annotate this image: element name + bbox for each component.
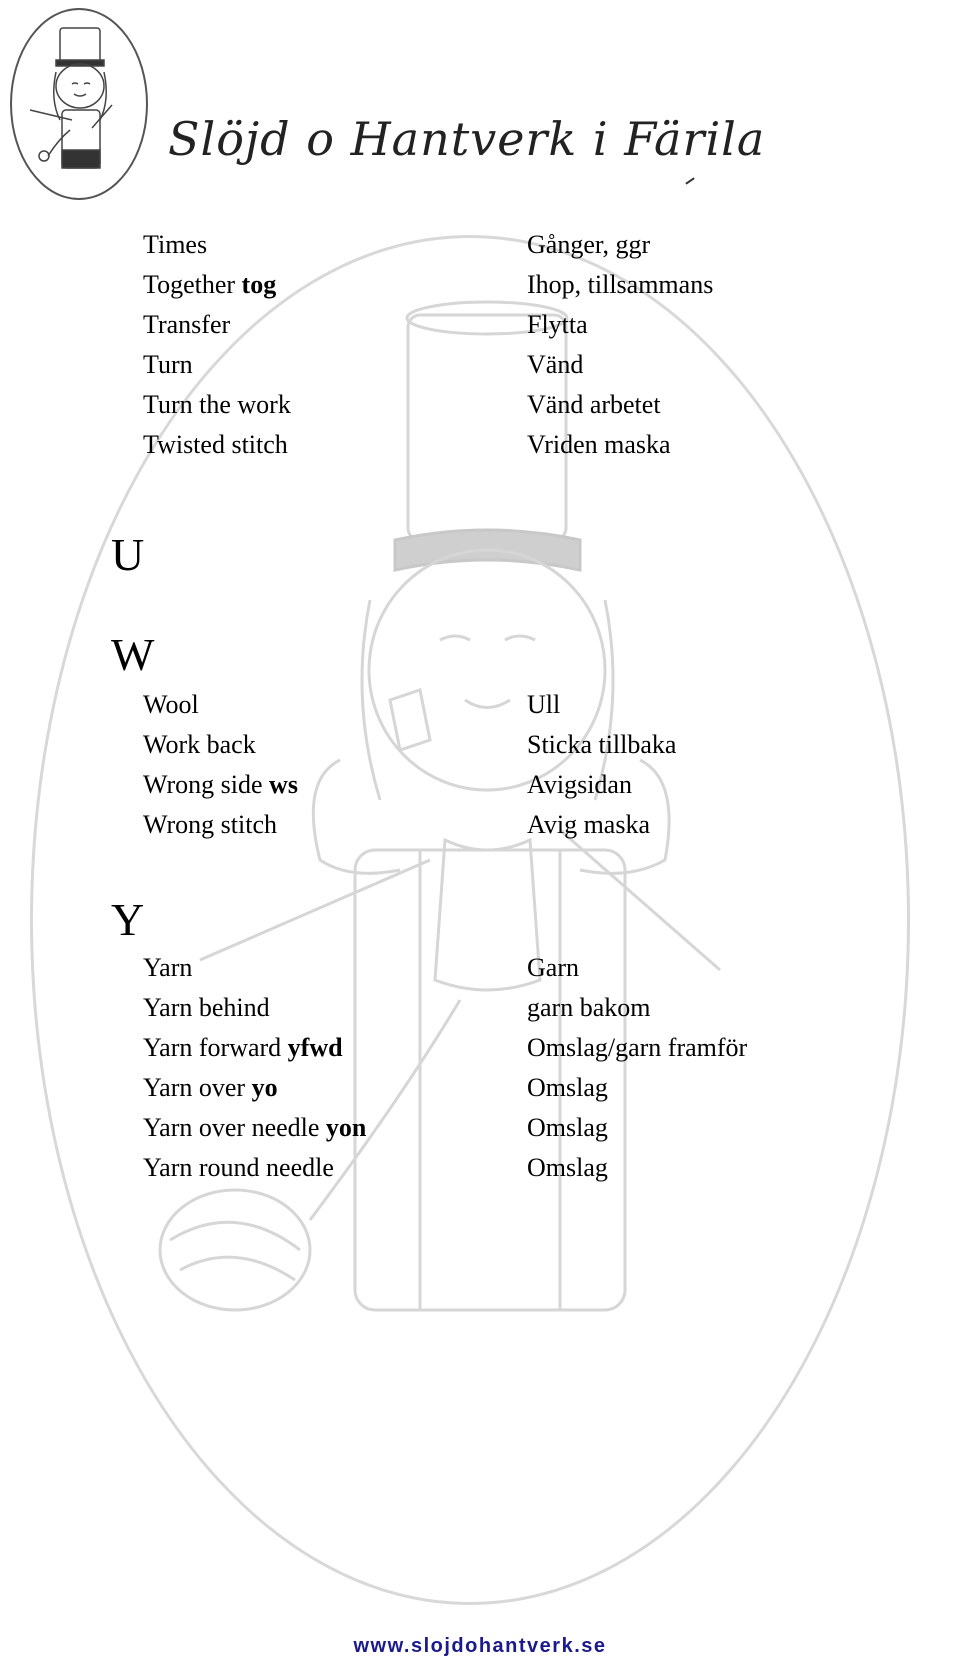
swedish-term: Ull	[527, 690, 561, 719]
abbreviation: ws	[269, 770, 298, 799]
glossary-row	[0, 305, 960, 345]
swedish-term: Sticka tillbaka	[527, 730, 677, 759]
english-term: Yarn over needle yon	[143, 1113, 367, 1142]
glossary-row	[0, 1068, 960, 1108]
abbreviation: yfwd	[287, 1033, 343, 1062]
swedish-term: Avigsidan	[527, 770, 632, 799]
swedish-term: Avig maska	[527, 810, 650, 839]
section-letter: U	[111, 529, 145, 580]
english-term: Yarn	[143, 953, 193, 982]
english-term: Yarn forward yfwd	[143, 1033, 343, 1062]
glossary-row	[0, 265, 960, 305]
english-term: Wrong side ws	[143, 770, 298, 799]
swedish-term: Vänd arbetet	[527, 390, 661, 419]
glossary-row	[0, 685, 960, 725]
abbreviation: yo	[251, 1073, 278, 1102]
abbreviation: yon	[325, 1113, 367, 1142]
glossary-row	[0, 385, 960, 425]
english-term: Yarn round needle	[143, 1153, 334, 1182]
glossary-row	[0, 345, 960, 385]
section-letter: Y	[111, 894, 145, 945]
swedish-term: Omslag	[527, 1073, 608, 1102]
english-term: Work back	[143, 730, 256, 759]
glossary-row	[0, 425, 960, 465]
english-term: Yarn behind	[143, 993, 270, 1022]
section-letter: W	[111, 629, 155, 680]
english-term: Transfer	[143, 310, 231, 339]
english-term: Twisted stitch	[143, 430, 288, 459]
swedish-term: Gånger, ggr	[527, 230, 651, 259]
glossary-row	[0, 1148, 960, 1188]
swedish-term: Vänd	[527, 350, 584, 379]
english-term: Yarn over yo	[143, 1073, 278, 1102]
glossary-row	[0, 225, 960, 265]
swedish-term: Vriden maska	[527, 430, 671, 459]
glossary-row	[0, 988, 960, 1028]
logo-wordmark: Slöjd o Hantverk i Färila	[168, 112, 766, 166]
abbreviation: tog	[241, 270, 277, 299]
english-term: Together tog	[143, 270, 277, 299]
english-term: Turn the work	[143, 390, 291, 419]
english-term: Times	[143, 230, 208, 259]
english-term: Wool	[143, 690, 199, 719]
glossary-row	[0, 1028, 960, 1068]
swedish-term: Omslag	[527, 1113, 608, 1142]
english-term: Wrong stitch	[143, 810, 277, 839]
glossary-row	[0, 948, 960, 988]
swedish-term: Ihop, tillsammans	[527, 270, 714, 299]
footer-website-link[interactable]: www.slojdohantverk.se	[353, 1635, 607, 1657]
swedish-term: garn bakom	[527, 993, 651, 1022]
glossary-row	[0, 1108, 960, 1148]
english-term: Turn	[143, 350, 193, 379]
glossary-row	[0, 805, 960, 845]
glossary-row	[0, 765, 960, 805]
swedish-term: Omslag	[527, 1153, 608, 1182]
glossary-row	[0, 725, 960, 765]
swedish-term: Garn	[527, 953, 579, 982]
swedish-term: Flytta	[527, 310, 588, 339]
swedish-term: Omslag/garn framför	[527, 1033, 748, 1062]
